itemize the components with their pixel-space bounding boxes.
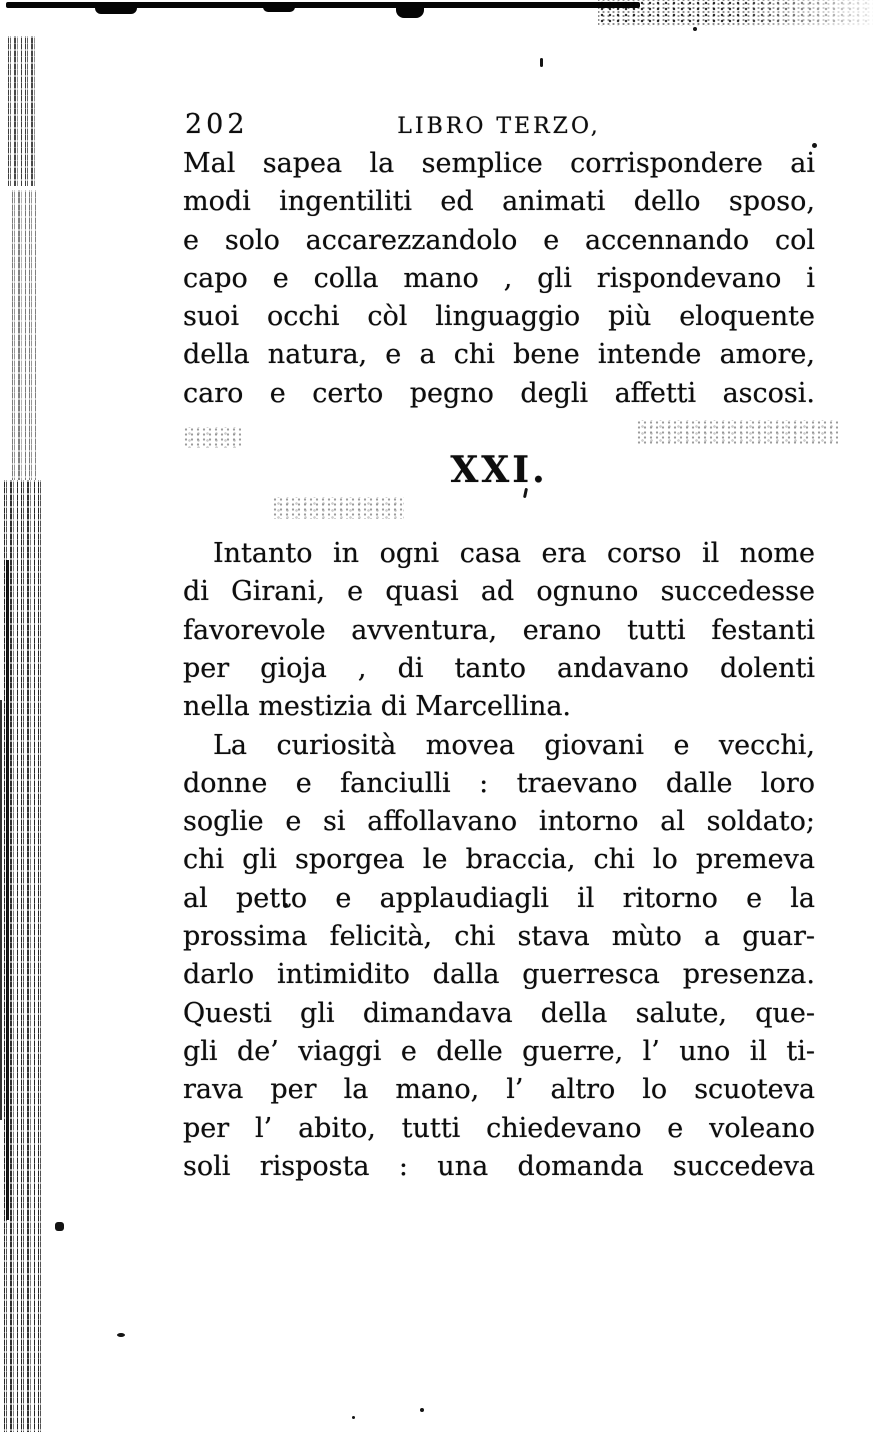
- body-line: rava per la mano, l’ altro lo scuoteva: [183, 1074, 815, 1106]
- body-line: capo e colla mano , gli rispondevano i: [183, 262, 815, 294]
- body-line: per gioja , di tanto andavano dolenti: [183, 652, 815, 684]
- speck-dot: [352, 1416, 355, 1419]
- body-line: prossima felicità, chi stava mùto a guar-: [183, 921, 815, 953]
- body-line: per l’ abito, tutti chiedevano e voleano: [183, 1112, 815, 1144]
- body-line: chi gli sporgea le braccia, chi lo premeva: [183, 844, 815, 876]
- body-line: darlo intimidito dalla guerresca presenza.: [183, 959, 815, 991]
- binding-streak-artifact: [4, 480, 44, 1432]
- binding-streak-artifact: [8, 36, 38, 186]
- binding-edge-line: [6, 560, 9, 1220]
- body-line: e solo accarezzandolo e accennando col: [183, 224, 815, 256]
- body-line: soglie e si affollavano intorno al soldato;: [183, 806, 815, 838]
- speck-dot: [540, 58, 543, 67]
- section-heading: XXI.: [450, 449, 548, 492]
- body-line: soli risposta : una domanda succedeva: [183, 1150, 815, 1182]
- binding-edge-line: [0, 700, 2, 1120]
- body-text-column: [183, 145, 815, 1186]
- body-line: Questi gli dimandava della salute, que-: [183, 997, 815, 1029]
- body-line: Intanto in ogni casa era corso il nome: [213, 538, 815, 570]
- body-line: favorevole avventura, erano tutti festanti: [183, 614, 815, 646]
- top-edge-blob: [263, 2, 295, 12]
- top-edge-blob: [95, 2, 137, 14]
- binding-streak-artifact: [12, 190, 36, 480]
- top-edge-speckle-artifact: [598, 0, 873, 26]
- body-line: Mal sapea la semplice corrispondere ai: [183, 148, 815, 179]
- body-line: modi ingentiliti ed animati dello sposo,: [183, 186, 815, 218]
- body-line: suoi occhi còl linguaggio più eloquente: [183, 301, 815, 333]
- page-header: [183, 110, 815, 144]
- speck-dot: [55, 1222, 64, 1231]
- speck-dot: [693, 27, 697, 31]
- page-number: 202: [185, 109, 249, 140]
- top-edge-blob: [396, 3, 424, 18]
- speck-dot: [420, 1408, 424, 1412]
- body-line: di Girani, e quasi ad ognuno succedesse: [183, 576, 815, 608]
- body-line: nella mestizia di Marcellina.: [183, 691, 572, 723]
- running-title: LIBRO TERZO,: [397, 114, 601, 139]
- body-line: La curiosità movea giovani e vecchi,: [213, 729, 815, 761]
- body-line: gli de’ viaggi e delle guerre, l’ uno il ti-: [183, 1035, 815, 1067]
- body-line: della natura, e a chi bene intende amore,: [183, 339, 815, 371]
- body-line: al petto e applaudiagli il ritorno e la: [183, 882, 815, 914]
- speck-dot: [117, 1333, 125, 1337]
- body-line: caro e certo pegno degli affetti ascosi.: [183, 377, 815, 409]
- body-line: donne e fanciulli : traevano dalle loro: [183, 767, 815, 799]
